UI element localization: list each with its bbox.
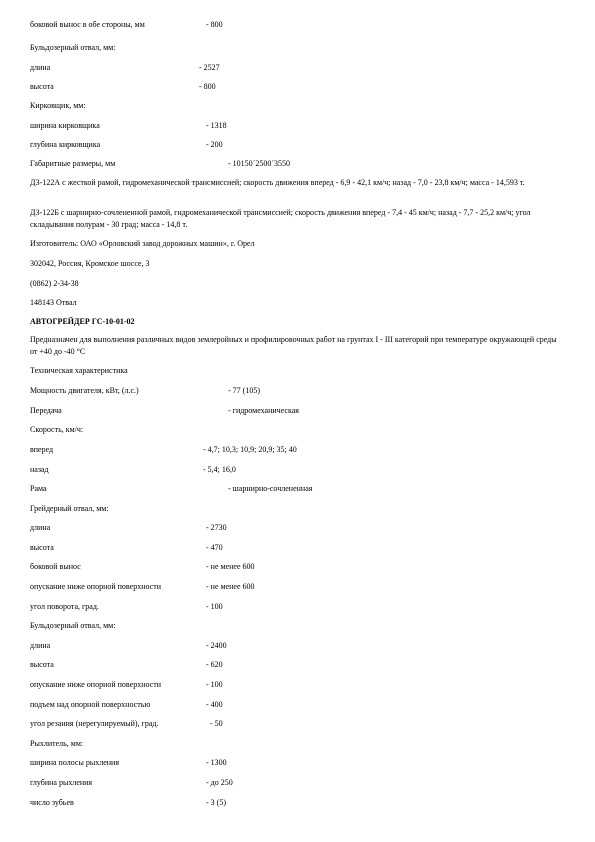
spec-value: - 3 (5): [206, 798, 226, 807]
spec-value: - 400: [206, 700, 223, 709]
spec-label: высота: [30, 660, 54, 669]
spec-value: - 2730: [206, 523, 227, 532]
spec-value: - 5,4; 16,0: [203, 465, 236, 474]
section-heading: Бульдозерный отвал, мм:: [30, 43, 116, 52]
spec-value: - 620: [206, 660, 223, 669]
product-title: АВТОГРЕЙДЕР ГС-10-01-02: [30, 317, 135, 326]
spec-label: опускание ниже опорной поверхности: [30, 680, 162, 689]
spec-label: Габаритные размеры, мм: [30, 159, 116, 168]
spec-label: боковой вынос в обе стороны, мм: [30, 20, 145, 29]
section-heading: Кирковщик, мм:: [30, 101, 86, 110]
spec-label: число зубьев: [30, 798, 74, 807]
reference-code: 148143 Отвал: [30, 298, 77, 307]
model-description: ДЗ-122А с жесткой рамой, гидромеханической трансмиссией; скорость движения вперед - 6,9 - 42,1 км/ч; назад - 7,0 - 23,8 км/ч; масса - 14,593 т.: [30, 178, 525, 187]
spec-value: - 100: [206, 680, 223, 689]
spec-label: вперед: [30, 445, 54, 454]
spec-value: - до 250: [206, 778, 233, 787]
model-description: ДЗ-122Б с шарнирно-сочлененной рамой, гидромеханической трансмиссией; скорость движения вперед - 7,4 - 45 км/ч; назад - 7,7 - 25,2 км/ч; угол складывания полурам - 30 град; масса - 14,8 т.: [30, 208, 531, 229]
spec-value: - 1318: [206, 121, 227, 130]
spec-label: высота: [30, 543, 54, 552]
spec-label: угол резания (нерегулируемый), град.: [30, 719, 159, 728]
section-heading: Бульдозерный отвал, мм:: [30, 621, 116, 630]
spec-value: - не менее 600: [206, 562, 255, 571]
spec-label: Мощность двигателя, кВт, (л.с.): [30, 386, 139, 395]
spec-value: - 100: [206, 602, 223, 611]
section-heading: Техническая характеристика: [30, 366, 128, 375]
spec-value: - не менее 600: [206, 582, 255, 591]
spec-label: опускание ниже опорной поверхности: [30, 582, 162, 591]
spec-label: Передача: [30, 406, 62, 415]
spec-value: - 50: [210, 719, 223, 728]
spec-value: - 800: [199, 82, 216, 91]
spec-label: длина: [30, 641, 51, 650]
spec-label: глубина рыхления: [30, 778, 93, 787]
spec-value: - 200: [206, 140, 223, 149]
section-heading: Скорость, км/ч:: [30, 425, 84, 434]
manufacturer: Изготовитель: ОАО «Орловский завод дорожных машин», г. Орел: [30, 239, 255, 248]
spec-label: ширина кирковщика: [30, 121, 100, 130]
spec-value: - 77 (105): [228, 386, 260, 395]
spec-label: глубина кирковщика: [30, 140, 101, 149]
spec-value: - шарнирно-сочлененная: [228, 484, 313, 493]
spec-label: подъем над опорной поверхностью: [30, 700, 151, 709]
spec-label: длина: [30, 523, 51, 532]
spec-line: [30, 20, 145, 30]
spec-value: - 800: [206, 20, 223, 29]
spec-label: Рама: [30, 484, 47, 493]
product-description: Предназначен для выполнения различных видов землеройных и профилировочных работ на грунтах I - III категорий при температуре окружающей среды от +40 до -40 °С: [30, 335, 557, 356]
section-heading: Рыхлитель, мм:: [30, 739, 84, 748]
phone: (0862) 2-34-38: [30, 279, 79, 288]
spec-label: длина: [30, 63, 51, 72]
spec-value: - 4,7; 10,3; 10,9; 20,9; 35; 40: [203, 445, 297, 454]
spec-label: боковой вынос: [30, 562, 81, 571]
spec-value: - 2527: [199, 63, 220, 72]
spec-value: - 470: [206, 543, 223, 552]
address: 302042, Россия, Кромское шоссе, 3: [30, 259, 150, 268]
spec-label: ширина полосы рыхления: [30, 758, 120, 767]
spec-value: - гидромеханическая: [228, 406, 299, 415]
spec-value: - 10150´2500´3550: [228, 159, 290, 168]
section-heading: Грейдерный отвал, мм:: [30, 504, 109, 513]
spec-value: - 1300: [206, 758, 227, 767]
spec-label: назад: [30, 465, 49, 474]
spec-label: угол поворота, град.: [30, 602, 99, 611]
spec-label: высота: [30, 82, 54, 91]
spec-value: - 2400: [206, 641, 227, 650]
